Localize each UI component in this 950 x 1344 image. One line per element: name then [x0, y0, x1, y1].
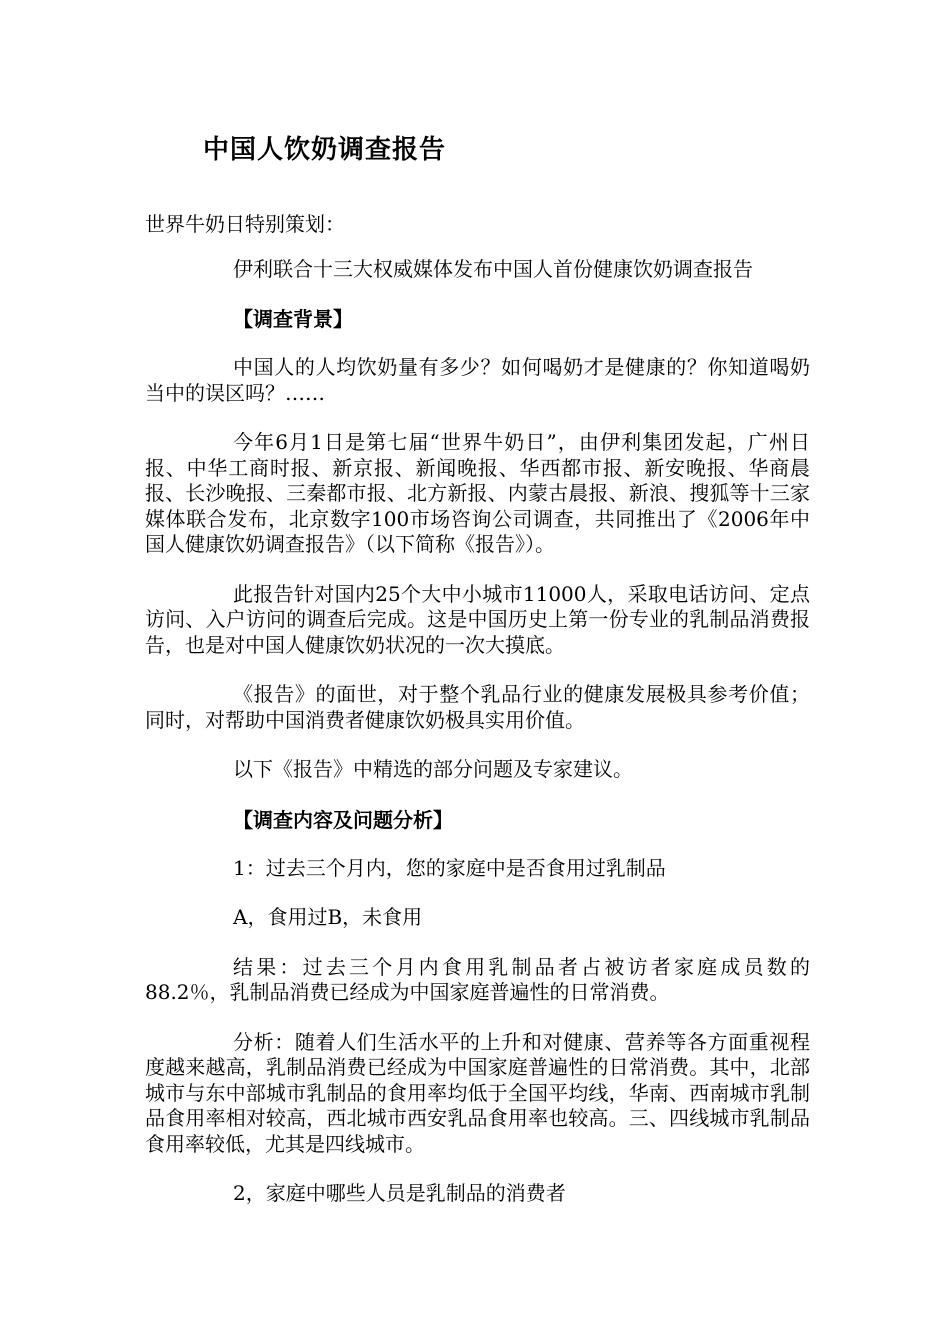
answer-options: A，食用过B，未食用 [233, 905, 423, 929]
question-text: 2，家庭中哪些人员是乳制品的消费者 [233, 1181, 566, 1205]
analysis-paragraph: 分析：随着人们生活水平的上升和对健康、营养等各方面重视程度越来越高，乳制品消费已经成为中国家庭普遍性的日常消费。其中，北部城市与东中部城市乳制品的食用率均低于全国平均线，华南、西南城市乳制品食用率相对较高，西北城市西安乳品食用率也较高。三、四线城市乳制品食用率较低，尤其是四线城市。 [145, 1029, 810, 1156]
document-page [145, 130, 810, 1231]
subtitle-text: 伊利联合十三大权威媒体发布中国人首份健康饮奶调查报告 [233, 256, 753, 281]
section-heading-analysis: 【调查内容及问题分析】 [233, 807, 453, 832]
result-paragraph: 结果：过去三个月内食用乳制品者占被访者家庭成员数的88.2％，乳制品消费已经成为中国家庭普遍性的日常消费。 [145, 954, 810, 1004]
background-paragraph: 此报告针对国内25个大中小城市11000人，采取电话访问、定点访问、入户访问的调查后完成。这是中国历史上第一份专业的乳制品消费报告，也是对中国人健康饮奶状况的一次大摸底。 [145, 581, 810, 657]
background-paragraph: 以下《报告》中精选的部分问题及专家建议。 [233, 757, 633, 781]
background-paragraph: 《报告》的面世，对于整个乳品行业的健康发展极具参考价值；同时，对帮助中国消费者健康饮奶极具实用价值。 [145, 682, 810, 732]
background-paragraph: 今年6月1日是第七届“世界牛奶日”，由伊利集团发起，广州日报、中华工商时报、新京报、新闻晚报、华西都市报、新安晚报、华商晨报、长沙晚报、三秦都市报、北方新报、内蒙古晨报、新浪、搜狐等十三家媒体联合发布，北京数字100市场咨询公司调查，共同推出了《2006年中国人健康饮奶调查报告》（以下简称《报告》）。 [145, 430, 810, 556]
intro-text: 世界牛奶日特别策划： [145, 212, 345, 236]
question-text: 1：过去三个月内，您的家庭中是否食用过乳制品 [233, 855, 666, 880]
section-heading-background: 【调查背景】 [233, 307, 353, 331]
document-title: 中国人饮奶调查报告 [203, 135, 447, 165]
background-paragraph: 中国人的人均饮奶量有多少？如何喝奶才是健康的？你知道喝奶当中的误区吗？…… [145, 355, 810, 405]
